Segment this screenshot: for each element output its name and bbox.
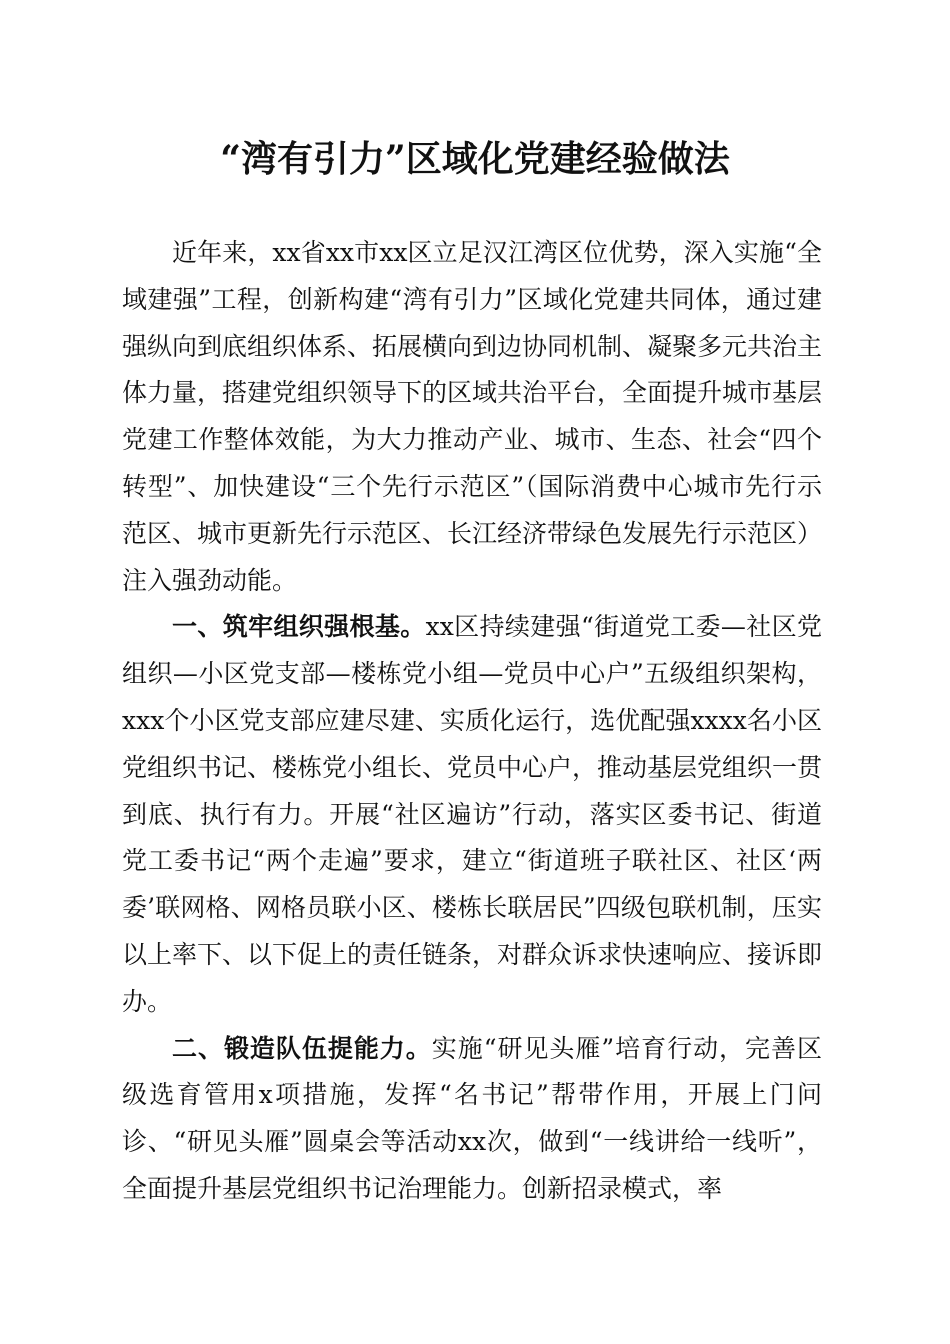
paragraph-intro-text: 近年来，xx省xx市xx区立足汉江湾区位优势，深入实施“全域建强”工程，创新构建“湾有引力”区域化党建共同体，通过建强纵向到底组织体系、拓展横向到边协同机制、凝聚多元共治主体力量，搭建党组织领导下的区域共治平台，全面提升城市基层党建工作整体效能，为大力推动产业、城市、生态、社会“四个转型”、加快建设“三个先行示范区”（国际消费中心城市先行示范区、城市更新先行示范区、长江经济带绿色发展先行示范区）注入强劲动能。 <box>122 238 823 595</box>
paragraph-intro <box>122 230 822 604</box>
section-2-heading: 二、锻造队伍提能力。 <box>172 1033 432 1063</box>
document-title: “湾有引力”区域化党建经验做法 <box>220 138 730 180</box>
section-1-text: xx区持续建强“街道党工委—社区党组织—小区党支部—楼栋党小组—党员中心户”五级组织架构，xxx个小区党支部应建尽建、实质化运行，选优配强xxxx名小区党组织书记、楼栋党小组长、党员中心户，推动基层党组织一贯到底、执行有力。开展“社区遍访”行动，落实区委书记、街道党工委书记“两个走遍”要求，建立“街道班子联社区、社区‘两委’联网格、网格员联小区、楼栋长联居民”四级包联机制，压实以上率下、以下促上的责任链条，对群众诉求快速响应、接诉即办。 <box>122 612 823 1016</box>
paragraph-section-1 <box>122 604 822 1025</box>
document-body <box>122 230 822 1213</box>
section-1-heading: 一、筑牢组织强根基。 <box>172 612 426 642</box>
section-2-text: 实施“研见头雁”培育行动，完善区级选育管用x项措施，发挥“名书记”帮带作用，开展上门问诊、“研见头雁”圆桌会等活动xx次，做到“一线讲给一线听”，全面提升基层党组织书记治理能力。创新招录模式，率 <box>122 1033 822 1203</box>
paragraph-section-2 <box>122 1026 822 1213</box>
